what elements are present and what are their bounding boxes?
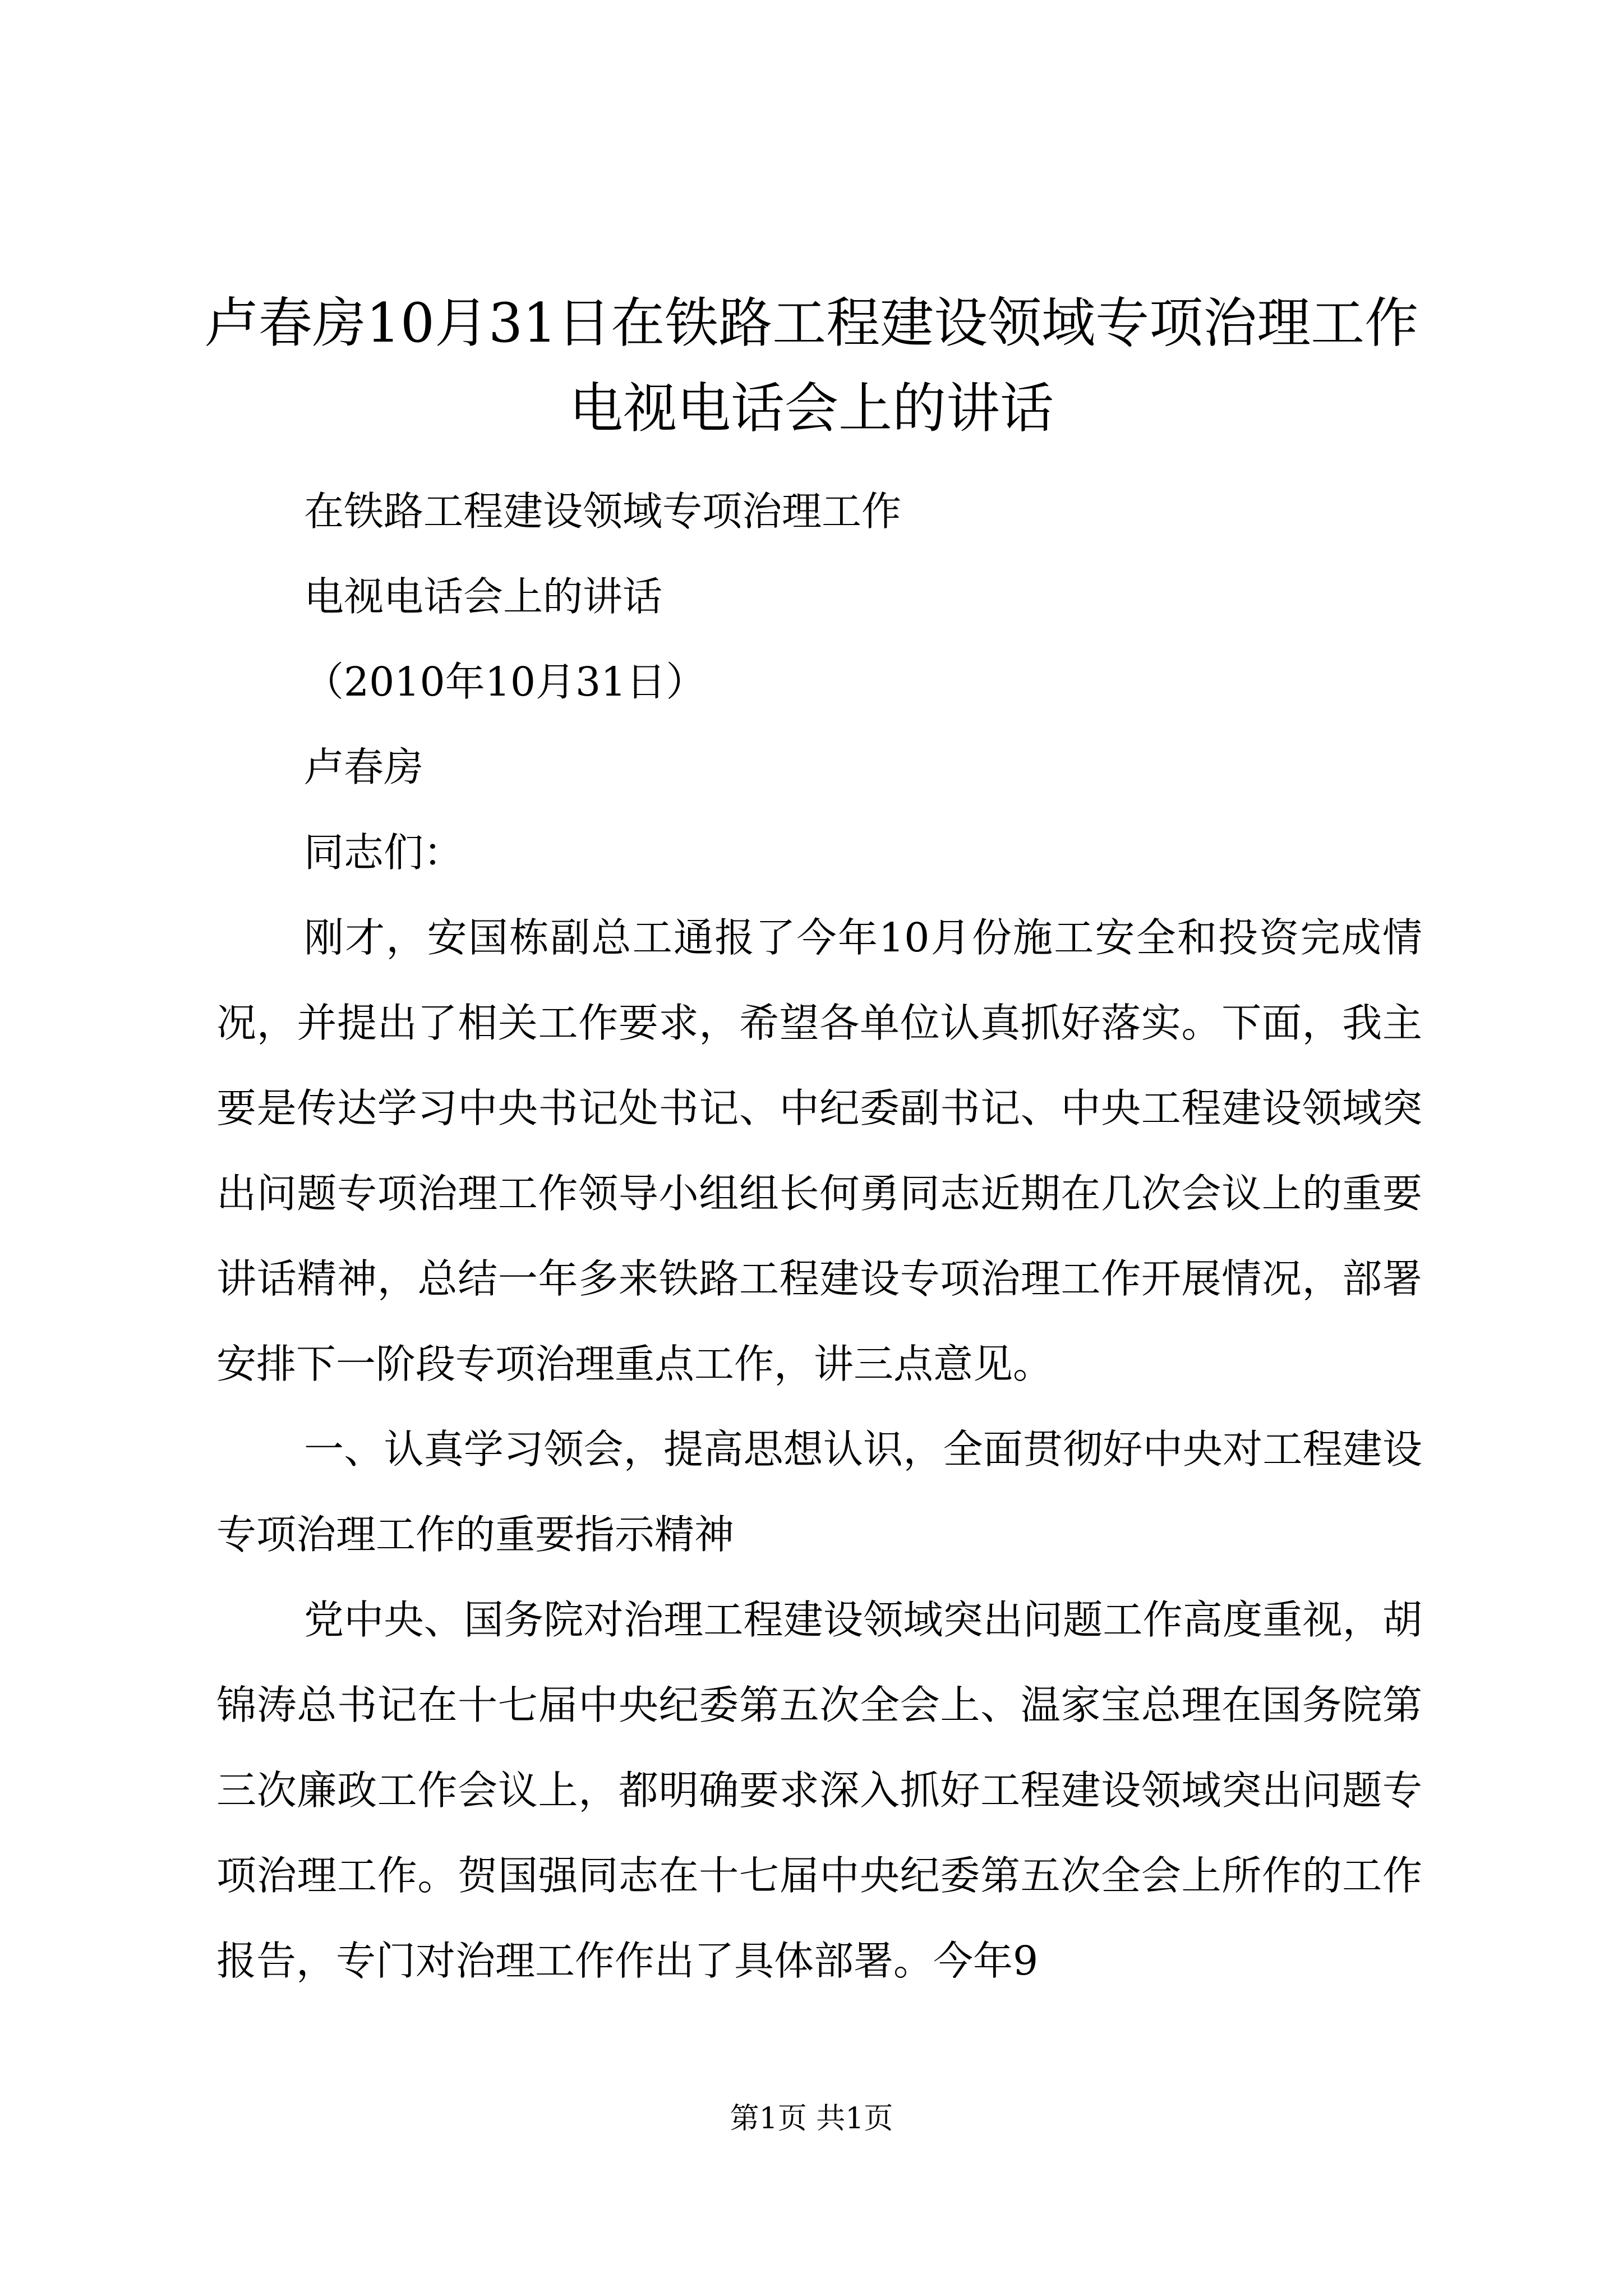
paragraph-section-heading: 一、认真学习领会，提高思想认识，全面贯彻好中央对工程建设专项治理工作的重要指示精神	[216, 1426, 1422, 1558]
paragraph-author: 卢春房	[304, 744, 424, 790]
paragraph-date: （2010年10月31日）	[304, 659, 706, 705]
page-footer: 第1页 共1页	[730, 2102, 893, 2136]
paragraph-subtitle-1: 在铁路工程建设领域专项治理工作	[304, 488, 902, 535]
paragraph-salutation: 同志们：	[304, 829, 464, 876]
paragraph-body: 党中央、国务院对治理工程建设领域突出问题工作高度重视，胡锦涛总书记在十七届中央纪委第五次全会上、温家宝总理在国务院第三次廉政工作会议上，都明确要求深入抓好工程建设领域突出问题专项治理工作。贺国强同志在十七届中央纪委第五次全会上所作的工作报告，专门对治理工作作出了具体部署。今年9	[216, 1596, 1422, 1984]
paragraph-subtitle-2: 电视电话会上的讲话	[304, 573, 663, 620]
paragraph-intro: 刚才，安国栋副总工通报了今年10月份施工安全和投资完成情况，并提出了相关工作要求，希望各单位认真抓好落实。下面，我主要是传达学习中央书记处书记、中纪委副书记、中央工程建设领域突出问题专项治理工作领导小组组长何勇同志近期在几次会议上的重要讲话精神，总结一年多来铁路工程建设专项治理工作开展情况，部署安排下一阶段专项治理重点工作，讲三点意见。	[216, 914, 1422, 1387]
document-title: 卢春房10月31日在铁路工程建设领域专项治理工作电视电话会上的讲话	[204, 292, 1419, 440]
document-body	[216, 469, 1422, 2004]
